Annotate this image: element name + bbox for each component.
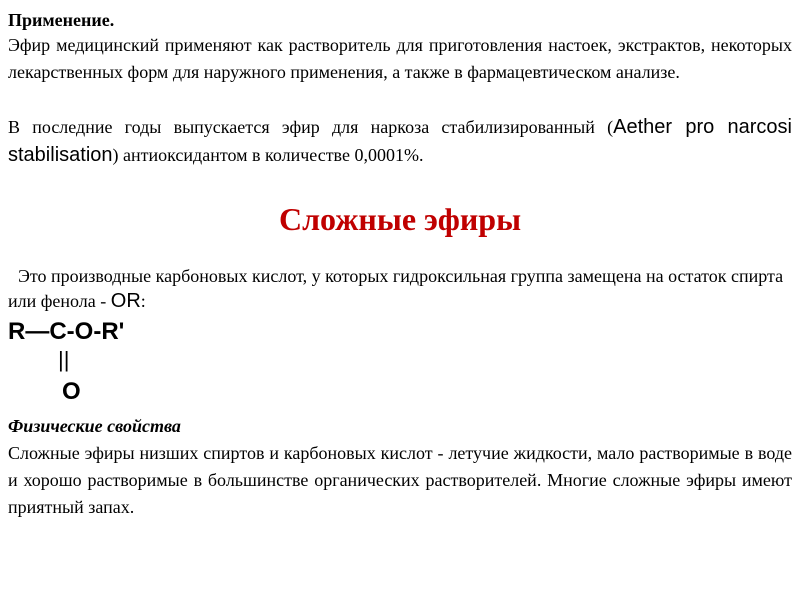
physical-properties-text: Сложные эфиры низших спиртов и карбоновых кислот - летучие жидкости, мало растворимые в воде и хорошо растворимые в большинстве органических растворителей. Многие сложные эфиры имеют приятный запах. [8,443,792,517]
double-bond: || [58,347,70,372]
narcosis-ether-paragraph [8,113,792,169]
esters-definition [8,264,792,314]
definition-text: Это производные карбоновых кислот, у которых гидроксильная группа замещена на остаток спирта или фенола - [8,266,784,311]
esters-title: Сложные эфиры [278,201,522,237]
narcosis-text-start: В последние годы выпускается эфир для наркоза стабилизированный ( [8,117,614,137]
ester-formula: R—C-O-R' [8,318,125,345]
definition-colon: : [140,291,146,311]
or-group: OR [110,290,141,312]
carbonyl-oxygen: O [62,378,81,405]
physical-properties-heading: Физические свойства [8,416,181,436]
usage-paragraph: Эфир медицинский применяют как растворитель для приготовления настоек, экстрактов, некоторых лекарственных форм для наружного применения, а также в фармацевтическом анализе. [8,35,792,82]
latin-name: Aether pro narcosi stabilisation [8,116,792,166]
narcosis-text-end: ) антиоксидантом в количестве 0,0001%. [112,145,424,165]
usage-heading: Применение. [8,10,115,30]
